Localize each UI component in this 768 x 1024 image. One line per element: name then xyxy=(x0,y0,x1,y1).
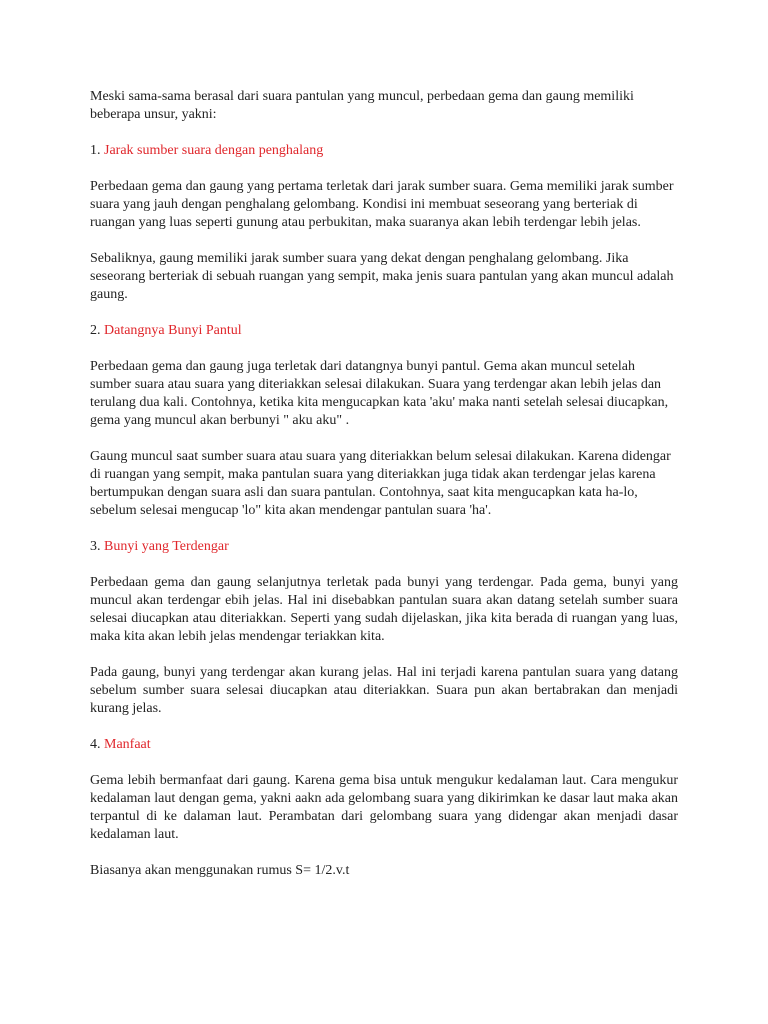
section-heading-4 xyxy=(90,736,678,754)
section-heading-2 xyxy=(90,322,678,340)
section-1-paragraph-2: Sebaliknya, gaung memiliki jarak sumber suara yang dekat dengan penghalang gelombang. Jika seseorang berteriak di sebuah ruangan yang sempit, maka jenis suara pantulan yang akan muncul adalah gaung. xyxy=(90,251,674,302)
section-4-paragraph-1: Gema lebih bermanfaat dari gaung. Karena gema bisa untuk mengukur kedalaman laut. Cara mengukur kedalaman laut dengan gema, yakni aakn ada gelombang suara yang dikirimkan ke dasar laut maka akan terpantul di ke dalaman laut. Perambatan dari gelombang suara yang didengar akan menjadi dasar kedalaman laut. xyxy=(90,773,678,842)
section-number: 3. xyxy=(90,539,101,554)
section-3-paragraph-1: Perbedaan gema dan gaung selanjutnya terletak pada bunyi yang terdengar. Pada gema, bunyi yang muncul akan terdengar ebih jelas. Hal ini disebabkan pantulan suara akan datang setelah sumber suara selesai diucapkan atau diteriakkan. Seperti yang sudah dijelaskan, jika kita berada di ruangan yang luas, maka kita akan lebih jelas mendengar teriakkan kita. xyxy=(90,575,678,644)
section-title: Bunyi yang Terdengar xyxy=(104,539,229,554)
section-2-paragraph-1: Perbedaan gema dan gaung juga terletak dari datangnya bunyi pantul. Gema akan muncul setelah sumber suara atau suara yang diteriakkan selesai dilakukan. Suara yang terdengar akan lebih jelas dan terulang dua kali. Contohnya, ketika kita mengucapkan kata 'aku' maka nanti setelah selesai diucapkan, gema yang muncul akan berbunyi " aku aku" . xyxy=(90,359,669,428)
section-number: 1. xyxy=(90,143,101,158)
section-number: 4. xyxy=(90,737,101,752)
section-heading-3 xyxy=(90,538,678,556)
intro-paragraph: Meski sama-sama berasal dari suara pantulan yang muncul, perbedaan gema dan gaung memiliki beberapa unsur, yakni: xyxy=(90,89,634,122)
section-number: 2. xyxy=(90,323,101,338)
section-title: Datangnya Bunyi Pantul xyxy=(104,323,242,338)
section-title: Manfaat xyxy=(104,737,151,752)
section-1-paragraph-1: Perbedaan gema dan gaung yang pertama terletak dari jarak sumber suara. Gema memiliki jarak sumber suara yang jauh dengan penghalang gelombang. Kondisi ini membuat seseorang yang berteriak di ruangan yang luas seperti gunung atau perbukitan, maka suaranya akan lebih terdengar lebih jelas. xyxy=(90,179,674,230)
section-2-paragraph-2: Gaung muncul saat sumber suara atau suara yang diteriakkan belum selesai dilakukan. Karena didengar di ruangan yang sempit, maka pantulan suara yang diteriakkan juga tidak akan terdengar jelas karena bertumpukan dengan suara asli dan suara pantulan. Contohnya, saat kita mengucapkan kata ha-lo, sebelum selesai mengucap 'lo" kita akan mendengar pantulan suara 'ha'. xyxy=(90,449,671,518)
section-3-paragraph-2: Pada gaung, bunyi yang terdengar akan kurang jelas. Hal ini terjadi karena pantulan suara yang datang sebelum sumber suara selesai diucapkan atau diteriakkan. Suara pun akan bertabrakan dan menjadi kurang jelas. xyxy=(90,665,678,716)
section-heading-1 xyxy=(90,142,678,160)
section-title: Jarak sumber suara dengan penghalang xyxy=(104,143,324,158)
document-page xyxy=(90,88,678,898)
section-4-paragraph-2: Biasanya akan menggunakan rumus S= 1/2.v.t xyxy=(90,863,350,878)
